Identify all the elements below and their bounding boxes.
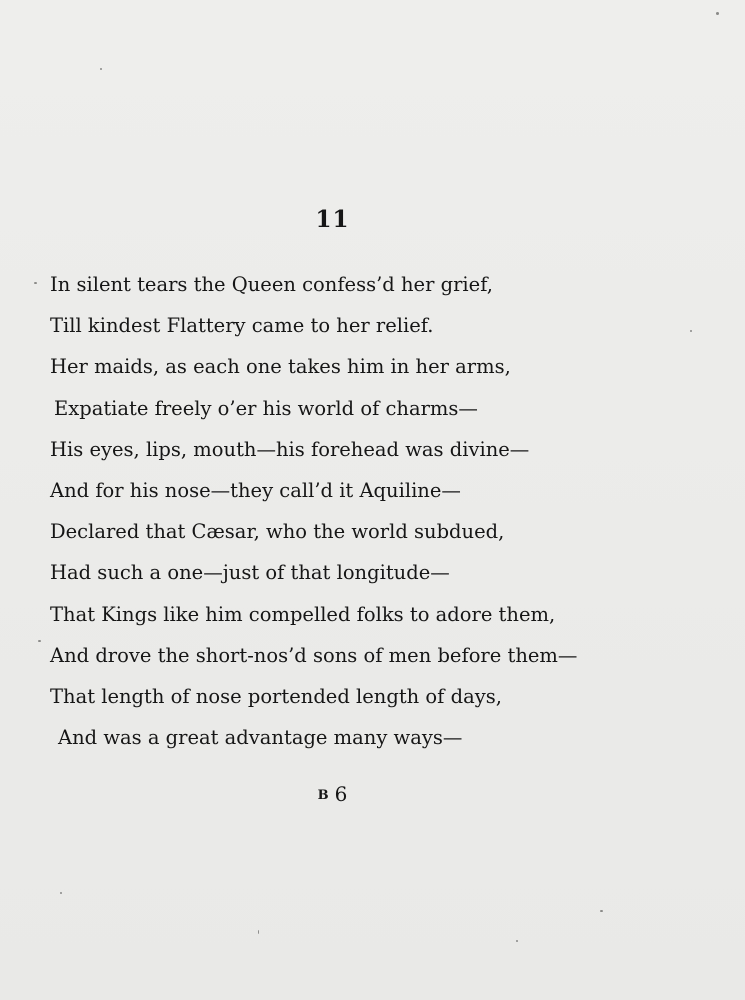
- verse-line: Her maids, as each one takes him in her arms,: [50, 355, 511, 379]
- verse-line: In silent tears the Queen confess’d her grief,: [50, 273, 493, 296]
- verse-line: Had such a one—just of that longitude—: [50, 561, 450, 585]
- verse-line: And was a great advantage many ways—: [58, 726, 463, 750]
- paper-speck: [690, 330, 692, 332]
- verse-line: His eyes, lips, mouth—his forehead was divine—: [50, 437, 530, 461]
- paper-speck: [100, 68, 102, 70]
- verse-line: Declared that Cæsar, who the world subdued,: [50, 520, 505, 544]
- verse-line: And for his nose—they call’d it Aquiline—: [50, 478, 461, 502]
- printer-signature-mark: [0, 782, 665, 806]
- signature-number: 6: [334, 782, 348, 806]
- paper-speck: [600, 910, 603, 912]
- verse-line: Till kindest Flattery came to her relief.: [50, 314, 434, 338]
- verse-line: That Kings like him compelled folks to adore them,: [50, 602, 556, 626]
- paper-speck: [258, 930, 259, 934]
- poem-stanza: [50, 270, 577, 764]
- paper-speck: [34, 282, 37, 284]
- page-number: 11: [315, 206, 350, 233]
- verse-line: And drove the short-nos’d sons of men before them—: [50, 643, 578, 667]
- signature-letter: B: [317, 788, 330, 803]
- paper-speck: [716, 12, 719, 15]
- paper-speck: [516, 940, 518, 942]
- verse-line: That length of nose portended length of days,: [50, 684, 502, 708]
- paper-speck: [60, 892, 62, 894]
- verse-line: Expatiate freely o’er his world of charms—: [54, 396, 478, 420]
- paper-speck: [38, 640, 41, 642]
